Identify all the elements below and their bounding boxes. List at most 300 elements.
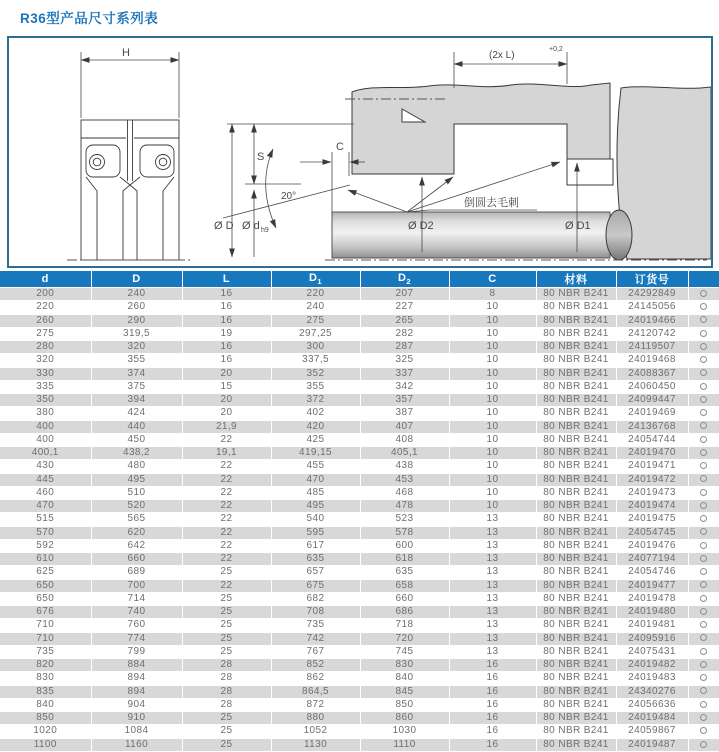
table-cell: 15 xyxy=(182,380,271,393)
table-cell: 22 xyxy=(182,460,271,473)
table-row xyxy=(0,447,719,460)
table-cell: 80 NBR B241 xyxy=(536,327,616,340)
table-cell: 10 xyxy=(449,327,536,340)
circle-mark-icon xyxy=(700,595,707,602)
table-row xyxy=(0,725,719,738)
table-cell: 21,9 xyxy=(182,420,271,433)
table-cell: 24054744 xyxy=(616,433,688,446)
label-H: H xyxy=(122,47,130,59)
table-cell: 320 xyxy=(0,354,91,367)
circle-mark-icon xyxy=(700,489,707,496)
table-cell: 675 xyxy=(271,579,360,592)
table-cell-mark xyxy=(688,645,719,658)
table-cell: 20 xyxy=(182,407,271,420)
table-cell: 910 xyxy=(91,712,182,725)
table-cell: 24292849 xyxy=(616,288,688,301)
dim-angle-20 xyxy=(223,149,350,228)
table-cell: 24019477 xyxy=(616,579,688,592)
label-C: C xyxy=(336,141,344,153)
table-cell: 280 xyxy=(0,341,91,354)
table-row xyxy=(0,659,719,672)
table-cell: 660 xyxy=(91,553,182,566)
table-cell: 80 NBR B241 xyxy=(536,539,616,552)
table-cell: 319,5 xyxy=(91,327,182,340)
table-cell: 799 xyxy=(91,645,182,658)
table-cell: 419,15 xyxy=(271,447,360,460)
table-cell: 290 xyxy=(91,314,182,327)
table-row xyxy=(0,553,719,566)
table-cell: 265 xyxy=(360,314,449,327)
table-cell: 227 xyxy=(360,301,449,314)
table-cell-mark xyxy=(688,327,719,340)
table-cell: 10 xyxy=(449,394,536,407)
table-cell-mark xyxy=(688,698,719,711)
column-header: L xyxy=(182,271,271,288)
table-cell: 642 xyxy=(91,539,182,552)
table-cell: 24056636 xyxy=(616,698,688,711)
table-cell: 337,5 xyxy=(271,354,360,367)
table-cell: 600 xyxy=(360,539,449,552)
technical-drawing xyxy=(7,36,713,268)
circle-mark-icon xyxy=(700,422,707,429)
table-cell: 16 xyxy=(449,685,536,698)
circle-mark-icon xyxy=(700,581,707,588)
table-cell: 24095916 xyxy=(616,632,688,645)
table-cell: 10 xyxy=(449,486,536,499)
table-cell: 13 xyxy=(449,619,536,632)
table-cell: 710 xyxy=(0,632,91,645)
table-cell: 80 NBR B241 xyxy=(536,592,616,605)
shaft xyxy=(332,212,610,258)
table-cell: 80 NBR B241 xyxy=(536,712,616,725)
column-header: C xyxy=(449,271,536,288)
circle-mark-icon xyxy=(700,687,707,694)
table-cell: 774 xyxy=(91,632,182,645)
circle-mark-icon xyxy=(700,383,707,390)
table-cell: 10 xyxy=(449,447,536,460)
table-row xyxy=(0,738,719,752)
table-cell: 22 xyxy=(182,433,271,446)
table-cell: 1100 xyxy=(0,738,91,752)
table-cell: 740 xyxy=(91,606,182,619)
table-cell: 24019476 xyxy=(616,539,688,552)
circle-mark-icon xyxy=(700,515,707,522)
table-cell: 13 xyxy=(449,632,536,645)
table-cell-mark xyxy=(688,394,719,407)
table-cell: 1030 xyxy=(360,725,449,738)
table-cell: 80 NBR B241 xyxy=(536,500,616,513)
table-cell: 620 xyxy=(91,526,182,539)
table-cell: 25 xyxy=(182,632,271,645)
table-cell: 894 xyxy=(91,672,182,685)
table-cell: 80 NBR B241 xyxy=(536,672,616,685)
table-cell: 374 xyxy=(91,367,182,380)
table-row xyxy=(0,486,719,499)
dim-2xL xyxy=(454,46,567,88)
table-cell: 700 xyxy=(91,579,182,592)
table-cell: 10 xyxy=(449,407,536,420)
table-cell: 830 xyxy=(360,659,449,672)
label-dia-d-sub: h9 xyxy=(261,227,269,234)
table-cell: 22 xyxy=(182,539,271,552)
circle-mark-icon xyxy=(700,330,707,337)
circle-mark-icon xyxy=(700,568,707,575)
table-cell: 350 xyxy=(0,394,91,407)
table-cell: 510 xyxy=(91,486,182,499)
table-cell-mark xyxy=(688,314,719,327)
table-cell: 342 xyxy=(360,380,449,393)
table-cell: 25 xyxy=(182,725,271,738)
table-cell: 760 xyxy=(91,619,182,632)
table-cell: 80 NBR B241 xyxy=(536,447,616,460)
table-cell: 424 xyxy=(91,407,182,420)
table-cell: 480 xyxy=(91,460,182,473)
table-cell: 22 xyxy=(182,579,271,592)
circle-mark-icon xyxy=(700,449,707,456)
table-cell: 852 xyxy=(271,659,360,672)
table-cell-mark xyxy=(688,500,719,513)
table-cell: 625 xyxy=(0,566,91,579)
table-cell: 840 xyxy=(0,698,91,711)
table-cell: 440 xyxy=(91,420,182,433)
circle-mark-icon xyxy=(700,502,707,509)
column-header: $D_1$ xyxy=(271,271,360,288)
table-cell: 595 xyxy=(271,526,360,539)
table-cell: 438,2 xyxy=(91,447,182,460)
table-cell: 25 xyxy=(182,712,271,725)
table-header-row xyxy=(0,271,719,288)
label-S: S xyxy=(257,151,265,163)
table-cell: 24019487 xyxy=(616,738,688,752)
table-cell: 330 xyxy=(0,367,91,380)
table-cell: 282 xyxy=(360,327,449,340)
table-cell-mark xyxy=(688,526,719,539)
table-cell: 22 xyxy=(182,513,271,526)
table-row xyxy=(0,288,719,301)
table-cell-mark xyxy=(688,367,719,380)
table-cell: 80 NBR B241 xyxy=(536,301,616,314)
table-cell: 16 xyxy=(182,314,271,327)
table-cell-mark xyxy=(688,473,719,486)
table-cell: 80 NBR B241 xyxy=(536,354,616,367)
table-cell: 13 xyxy=(449,579,536,592)
table-row xyxy=(0,566,719,579)
table-cell: 220 xyxy=(0,301,91,314)
table-cell: 24054746 xyxy=(616,566,688,579)
table-cell: 10 xyxy=(449,354,536,367)
table-cell: 80 NBR B241 xyxy=(536,645,616,658)
table-cell: 13 xyxy=(449,606,536,619)
table-cell: 355 xyxy=(91,354,182,367)
table-cell: 592 xyxy=(0,539,91,552)
table-row xyxy=(0,420,719,433)
table-cell: 80 NBR B241 xyxy=(536,579,616,592)
table-cell: 850 xyxy=(0,712,91,725)
table-cell-mark xyxy=(688,672,719,685)
table-cell: 80 NBR B241 xyxy=(536,367,616,380)
table-cell: 22 xyxy=(182,526,271,539)
table-cell: 578 xyxy=(360,526,449,539)
table-cell: 220 xyxy=(271,288,360,301)
table-cell: 1052 xyxy=(271,725,360,738)
table-cell-mark xyxy=(688,632,719,645)
table-cell: 80 NBR B241 xyxy=(536,553,616,566)
table-cell: 80 NBR B241 xyxy=(536,433,616,446)
table-cell: 24145056 xyxy=(616,301,688,314)
table-cell: 80 NBR B241 xyxy=(536,659,616,672)
circle-mark-icon xyxy=(700,741,707,748)
table-cell-mark xyxy=(688,447,719,460)
table-cell: 28 xyxy=(182,698,271,711)
table-cell: 16 xyxy=(182,288,271,301)
table-cell-mark xyxy=(688,566,719,579)
table-cell: 689 xyxy=(91,566,182,579)
table-cell: 565 xyxy=(91,513,182,526)
table-cell: 835 xyxy=(0,685,91,698)
table-cell-mark xyxy=(688,301,719,314)
table-row xyxy=(0,645,719,658)
table-cell-mark xyxy=(688,288,719,301)
table-cell: 635 xyxy=(360,566,449,579)
table-cell: 387 xyxy=(360,407,449,420)
table-cell: 80 NBR B241 xyxy=(536,473,616,486)
table-cell: 25 xyxy=(182,645,271,658)
table-cell: 495 xyxy=(91,473,182,486)
table-cell: 10 xyxy=(449,473,536,486)
table-cell: 16 xyxy=(449,725,536,738)
table-cell: 650 xyxy=(0,592,91,605)
table-cell: 10 xyxy=(449,420,536,433)
table-cell: 742 xyxy=(271,632,360,645)
spring-circle-right xyxy=(156,155,171,170)
table-cell: 618 xyxy=(360,553,449,566)
table-cell: 24120742 xyxy=(616,327,688,340)
table-cell: 24088367 xyxy=(616,367,688,380)
table-cell: 13 xyxy=(449,553,536,566)
circle-mark-icon xyxy=(700,396,707,403)
table-cell: 372 xyxy=(271,394,360,407)
table-row xyxy=(0,460,719,473)
table-row xyxy=(0,367,719,380)
circle-mark-icon xyxy=(700,701,707,708)
table-cell: 24019480 xyxy=(616,606,688,619)
table-cell: 16 xyxy=(449,712,536,725)
table-row xyxy=(0,314,719,327)
table-cell: 375 xyxy=(91,380,182,393)
circle-mark-icon xyxy=(700,674,707,681)
table-cell: 10 xyxy=(449,500,536,513)
table-cell-mark xyxy=(688,619,719,632)
table-cell: 275 xyxy=(271,314,360,327)
table-cell: 394 xyxy=(91,394,182,407)
table-cell: 710 xyxy=(0,619,91,632)
circle-mark-icon xyxy=(700,290,707,297)
label-2xL-tolerance: +0,2 xyxy=(549,46,563,53)
table-cell: 520 xyxy=(91,500,182,513)
table-cell: 10 xyxy=(449,367,536,380)
label-dia-D2: Ø D2 xyxy=(408,220,434,232)
table-cell: 872 xyxy=(271,698,360,711)
table-cell: 24059867 xyxy=(616,725,688,738)
table-row xyxy=(0,394,719,407)
table-cell: 495 xyxy=(271,500,360,513)
table-cell: 894 xyxy=(91,685,182,698)
table-cell: 1110 xyxy=(360,738,449,752)
table-cell: 80 NBR B241 xyxy=(536,619,616,632)
table-cell-mark xyxy=(688,539,719,552)
table-cell: 904 xyxy=(91,698,182,711)
table-cell: 260 xyxy=(0,314,91,327)
circle-mark-icon xyxy=(700,462,707,469)
circle-mark-icon xyxy=(700,343,707,350)
table-cell: 455 xyxy=(271,460,360,473)
table-cell: 10 xyxy=(449,341,536,354)
table-cell: 864,5 xyxy=(271,685,360,698)
table-cell: 16 xyxy=(449,698,536,711)
table-cell: 470 xyxy=(0,500,91,513)
table-cell: 402 xyxy=(271,407,360,420)
table-cell: 352 xyxy=(271,367,360,380)
table-cell: 407 xyxy=(360,420,449,433)
table-cell: 16 xyxy=(182,341,271,354)
seal-cross-section xyxy=(67,120,193,260)
table-row xyxy=(0,327,719,340)
table-cell: 420 xyxy=(271,420,360,433)
circle-mark-icon xyxy=(700,436,707,443)
table-cell: 745 xyxy=(360,645,449,658)
table-cell: 25 xyxy=(182,566,271,579)
column-header: 材料 xyxy=(536,271,616,288)
table-cell-mark xyxy=(688,579,719,592)
table-cell: 425 xyxy=(271,433,360,446)
column-header: $D_2$ xyxy=(360,271,449,288)
table-cell: 19,1 xyxy=(182,447,271,460)
table-cell: 660 xyxy=(360,592,449,605)
table-cell: 820 xyxy=(0,659,91,672)
table-cell: 200 xyxy=(0,288,91,301)
column-header: 订货号 xyxy=(616,271,688,288)
table-row xyxy=(0,632,719,645)
table-cell: 16 xyxy=(182,354,271,367)
table-cell: 860 xyxy=(360,712,449,725)
table-cell: 80 NBR B241 xyxy=(536,632,616,645)
table-cell: 16 xyxy=(449,738,536,752)
table-row xyxy=(0,579,719,592)
column-header: d xyxy=(0,271,91,288)
table-cell: 485 xyxy=(271,486,360,499)
shaft-end xyxy=(606,210,632,260)
table-cell: 430 xyxy=(0,460,91,473)
table-cell: 24019469 xyxy=(616,407,688,420)
column-header: D xyxy=(91,271,182,288)
circle-mark-icon xyxy=(700,648,707,655)
circle-mark-icon xyxy=(700,621,707,628)
circle-mark-icon xyxy=(700,555,707,562)
table-cell: 24019466 xyxy=(616,314,688,327)
table-cell: 24019470 xyxy=(616,447,688,460)
table-cell: 22 xyxy=(182,553,271,566)
table-cell: 10 xyxy=(449,460,536,473)
table-cell-mark xyxy=(688,659,719,672)
table-cell: 515 xyxy=(0,513,91,526)
table-cell: 337 xyxy=(360,367,449,380)
table-cell: 335 xyxy=(0,380,91,393)
table-row xyxy=(0,685,719,698)
label-dia-D: Ø D xyxy=(214,220,234,232)
table-cell: 240 xyxy=(271,301,360,314)
table-cell: 20 xyxy=(182,394,271,407)
table-cell: 80 NBR B241 xyxy=(536,460,616,473)
table-cell: 24136768 xyxy=(616,420,688,433)
table-cell: 24019471 xyxy=(616,460,688,473)
table-row xyxy=(0,539,719,552)
circle-mark-icon xyxy=(700,727,707,734)
table-cell: 850 xyxy=(360,698,449,711)
table-cell: 24019472 xyxy=(616,473,688,486)
table-cell-mark xyxy=(688,738,719,752)
table-cell: 840 xyxy=(360,672,449,685)
table-cell: 240 xyxy=(91,288,182,301)
table-cell: 380 xyxy=(0,407,91,420)
table-cell-mark xyxy=(688,725,719,738)
table-cell: 478 xyxy=(360,500,449,513)
table-cell: 24019475 xyxy=(616,513,688,526)
table-cell: 275 xyxy=(0,327,91,340)
table-cell: 10 xyxy=(449,380,536,393)
table-cell: 445 xyxy=(0,473,91,486)
circle-mark-icon xyxy=(700,316,707,323)
table-cell: 320 xyxy=(91,341,182,354)
label-dia-d: Ø d xyxy=(242,220,260,232)
table-cell: 714 xyxy=(91,592,182,605)
table-cell: 24019473 xyxy=(616,486,688,499)
table-cell: 610 xyxy=(0,553,91,566)
table-cell: 24019482 xyxy=(616,659,688,672)
table-cell: 16 xyxy=(182,301,271,314)
table-cell: 24075431 xyxy=(616,645,688,658)
label-dia-D1: Ø D1 xyxy=(565,220,591,232)
table-cell: 80 NBR B241 xyxy=(536,685,616,698)
table-cell: 884 xyxy=(91,659,182,672)
table-row xyxy=(0,712,719,725)
table-row xyxy=(0,354,719,367)
label-deburr: 倒圆去毛刺 xyxy=(464,197,519,209)
table-cell: 22 xyxy=(182,486,271,499)
table-row xyxy=(0,526,719,539)
table-cell: 24019484 xyxy=(616,712,688,725)
circle-mark-icon xyxy=(700,661,707,668)
table-cell: 357 xyxy=(360,394,449,407)
table-cell: 80 NBR B241 xyxy=(536,486,616,499)
table-cell: 570 xyxy=(0,526,91,539)
label-20deg: 20° xyxy=(281,191,297,202)
table-cell: 28 xyxy=(182,685,271,698)
table-cell: 24099447 xyxy=(616,394,688,407)
table-cell: 13 xyxy=(449,539,536,552)
table-cell: 767 xyxy=(271,645,360,658)
table-cell: 13 xyxy=(449,592,536,605)
table-cell: 735 xyxy=(0,645,91,658)
table-cell: 845 xyxy=(360,685,449,698)
bore-step xyxy=(567,159,613,185)
table-cell: 635 xyxy=(271,553,360,566)
table-cell: 1020 xyxy=(0,725,91,738)
dimension-table xyxy=(0,271,719,752)
table-cell: 10 xyxy=(449,433,536,446)
circle-mark-icon xyxy=(700,303,707,310)
table-cell: 325 xyxy=(360,354,449,367)
table-cell-mark xyxy=(688,354,719,367)
